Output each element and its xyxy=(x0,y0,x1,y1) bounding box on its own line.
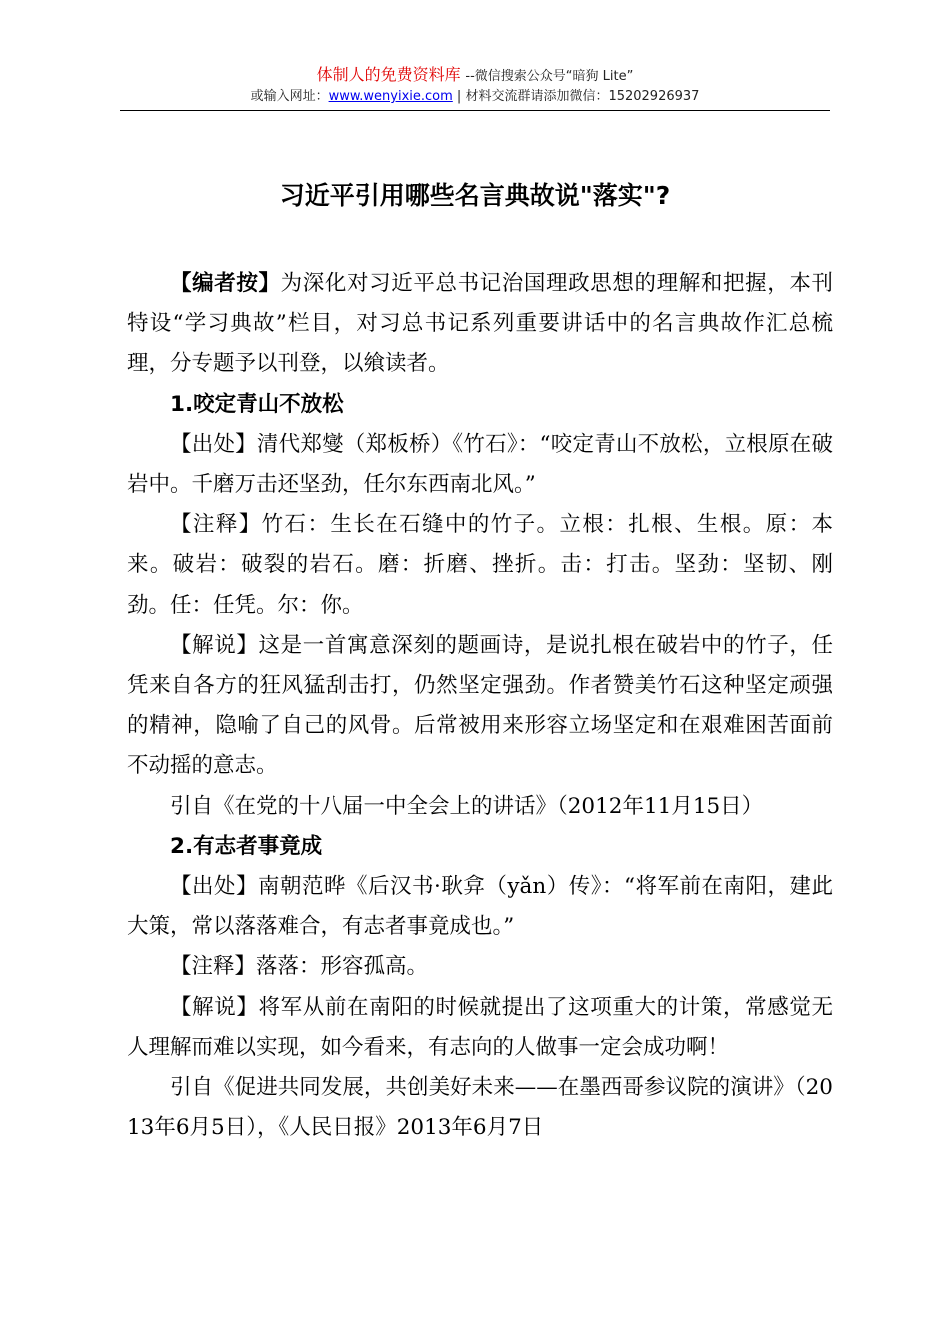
note-text: 竹石：生长在石缝中的竹子。立根：扎根、生根。原：本来。破岩：破裂的岩石。磨：折磨、挫折。击：打击。坚劲：坚韧、刚劲。任：任凭。尔：你。 xyxy=(127,512,833,618)
header-hint: --微信搜索公众号“暗狗 Lite” xyxy=(465,69,634,84)
note-text: 落落：形容孤高。 xyxy=(256,954,429,980)
page-header xyxy=(120,64,830,111)
section-explain xyxy=(127,988,833,1068)
header-url-link[interactable]: www.wenyixie.com xyxy=(328,89,453,104)
header-contact: | 材料交流群请添加微信：15202926937 xyxy=(452,89,700,104)
section-source xyxy=(127,425,833,505)
document-title: 习近平引用哪些名言典故说"落实"? xyxy=(279,181,671,210)
header-line-brand xyxy=(120,64,830,88)
section-explain xyxy=(127,626,833,787)
header-line-contact xyxy=(120,88,830,106)
document-body xyxy=(127,264,833,1148)
explain-text: 这是一首寓意深刻的题画诗，是说扎根在破岩中的竹子，任凭来自各方的狂风猛刮击打，仍然坚定强劲。作者赞美竹石这种坚定顽强的精神，隐喻了自己的风骨。后常被用来形容立场坚定和在艰难困苦面前不动摇的意志。 xyxy=(127,632,833,779)
source-tag: 【出处】 xyxy=(170,874,259,900)
note-tag: 【注释】 xyxy=(170,512,262,538)
section-note xyxy=(127,947,833,987)
editor-note-text: 为深化对习近平总书记治国理政思想的理解和把握，本刊特设“学习典故”栏目，对习总书记系列重要讲话中的名言典故作汇总梳理，分专题予以刊登，以飨读者。 xyxy=(127,271,833,377)
section-citation: 引自《促进共同发展，共创美好未来——在墨西哥参议院的演讲》（2013年6月5日），《人民日报》2013年6月7日 xyxy=(127,1075,833,1141)
section-citation: 引自《在党的十八届一中全会上的讲话》（2012年11月15日） xyxy=(170,793,764,819)
source-tag: 【出处】 xyxy=(170,431,257,457)
section-source xyxy=(127,867,833,947)
editor-note-tag: 【编者按】 xyxy=(170,271,281,296)
explain-tag: 【解说】 xyxy=(170,994,259,1020)
note-tag: 【注释】 xyxy=(170,954,257,980)
explain-tag: 【解说】 xyxy=(170,632,259,658)
editor-note xyxy=(127,264,833,385)
explain-text: 将军从前在南阳的时候就提出了这项重大的计策，常感觉无人理解而难以实现，如今看来，有志向的人做事一定会成功啊！ xyxy=(127,994,833,1060)
source-text: 清代郑燮（郑板桥）《竹石》：“咬定青山不放松，立根原在破岩中。千磨万击还坚劲，任尔东西南北风。” xyxy=(127,431,833,498)
section-heading: 2.有志者事竟成 xyxy=(170,833,323,859)
header-brand: 体制人的免费资料库 xyxy=(316,65,461,84)
section-note xyxy=(127,505,833,626)
source-text: 南朝范晔《后汉书·耿弇（yǎn）传》：“将军前在南阳，建此大策，常以落落难合，有志者事竟成也。” xyxy=(127,874,833,940)
header-url-prefix: 或输入网址： xyxy=(250,89,329,104)
section-heading: 1.咬定青山不放松 xyxy=(170,391,344,417)
